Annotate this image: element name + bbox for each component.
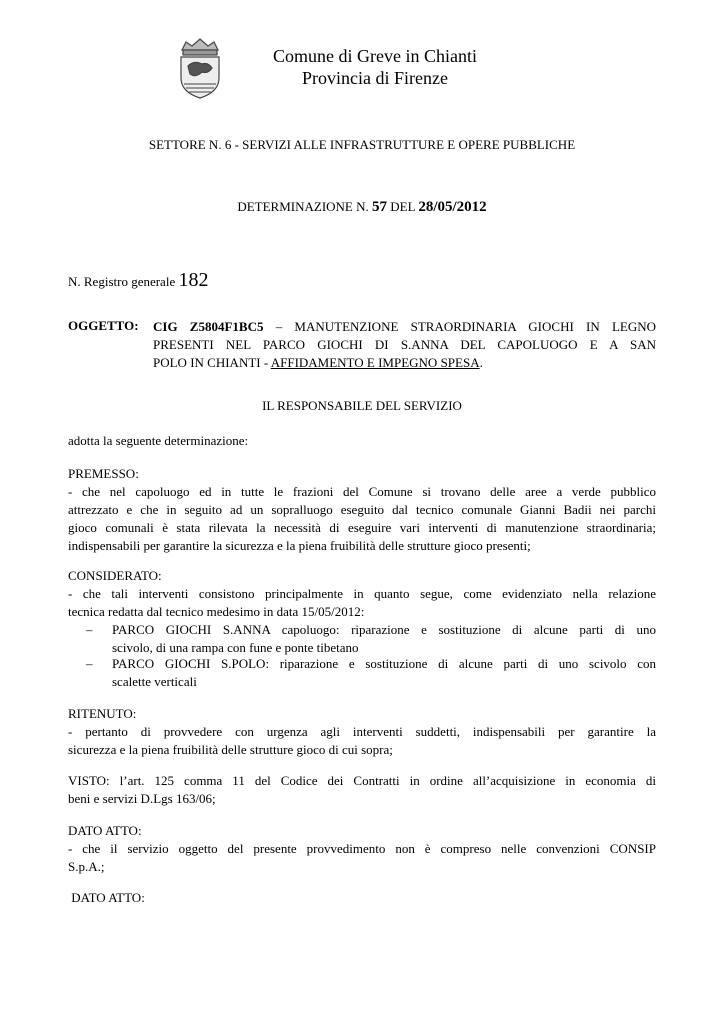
list-item: [86, 655, 656, 691]
subject-line-3-underlined: AFFIDAMENTO E IMPEGNO SPESA: [270, 355, 480, 370]
ritenuto-heading: RITENUTO:: [68, 706, 137, 721]
subject-line-3: [153, 354, 656, 372]
bullet-line: PARCO GIOCHI S.ANNA capoluogo: riparazione e sostituzione di alcune parti di uno: [112, 622, 656, 637]
bullet-line: scivolo, di una rampa con fune e ponte tibetano: [112, 640, 359, 655]
department-title: SETTORE N. 6 - SERVIZI ALLE INFRASTRUTTURE E OPERE PUBBLICHE: [148, 137, 576, 152]
subject-cig: CIG Z5804F1BC5: [153, 319, 264, 334]
determination-label: DETERMINAZIONE N.: [237, 199, 369, 214]
responsabile-title: IL RESPONSABILE DEL SERVIZIO: [262, 398, 462, 413]
premesso-line: gioco comunali è stata rilevata la necessità di eseguire vari interventi di manutenzione straordinaria;: [68, 520, 656, 535]
municipality-name: Comune di Greve in Chianti: [273, 46, 477, 66]
dato-atto-heading-2: DATO ATTO:: [68, 890, 145, 905]
register-label: N. Registro generale: [68, 274, 176, 289]
bullet-dash: –: [86, 656, 93, 671]
register-number: 182: [178, 269, 209, 291]
dato-atto-line: S.p.A.;: [68, 859, 105, 874]
subject-line-3-end: .: [479, 355, 483, 370]
ritenuto-line: sicurezza e la piena fruibilità delle strutture gioco di cui sopra;: [68, 742, 393, 757]
visto-section: [68, 772, 656, 808]
ritenuto-line: - pertanto di provvedere con urgenza agli interventi suddetti, indispensabili per garantire la: [68, 724, 656, 739]
subject-line-2: PRESENTI NEL PARCO GIOCHI DI S.ANNA DEL CAPOLUOGO E A SAN: [153, 337, 656, 352]
considerato-line: tecnica redatta dal tecnico medesimo in data 15/05/2012:: [68, 604, 365, 619]
bullet-dash: –: [86, 622, 93, 637]
ritenuto-section: [68, 705, 656, 759]
subject-line-3-start: POLO IN CHIANTI -: [153, 355, 271, 370]
premesso-line: indispensabili per garantire la sicurezza e la piena fruibilità delle strutture gioco presenti;: [68, 538, 531, 553]
determination-line: [0, 199, 724, 216]
dato-atto-section: [68, 822, 656, 876]
considerato-heading: CONSIDERATO:: [68, 568, 162, 583]
premesso-section: [68, 465, 656, 555]
subject-line-1-rest: – MANUTENZIONE STRAORDINARIA GIOCHI IN LEGNO: [263, 319, 656, 334]
bullet-line: scalette verticali: [112, 674, 197, 689]
list-item: [86, 621, 656, 657]
determination-date: 28/05/2012: [418, 199, 487, 215]
premesso-heading: PREMESSO:: [68, 466, 139, 481]
dato-atto-line: - che il servizio oggetto del presente provvedimento non è compreso nelle convenzioni CONSIP: [68, 841, 656, 856]
bullet-line: PARCO GIOCHI S.POLO: riparazione e sostituzione di alcune parti di uno scivolo con: [112, 656, 656, 671]
considerato-line: - che tali interventi consistono principalmente in quanto segue, come evidenziato nella relazione: [68, 586, 656, 601]
considerato-section: [68, 567, 656, 621]
determination-del-label: DEL: [390, 199, 416, 214]
visto-line: beni e servizi D.Lgs 163/06;: [68, 791, 216, 806]
province-name: Provincia di Firenze: [302, 68, 448, 88]
premesso-line: attrezzato e che in seguito ad un sopralluogo eseguito dal tecnico comunale Gianni Badii nei parchi: [68, 502, 656, 517]
subject-line-1: [153, 318, 656, 336]
visto-line: VISTO: l’art. 125 comma 11 del Codice dei Contratti in ordine all’acquisizione in economia di: [68, 773, 656, 788]
municipal-coat-of-arms: [174, 36, 226, 100]
general-register: [68, 269, 208, 292]
determination-number: 57: [372, 199, 388, 215]
subject-body: [153, 318, 656, 372]
dato-atto-heading: DATO ATTO:: [68, 823, 142, 838]
premesso-line: - che nel capoluogo ed in tutte le frazioni del Comune si trovano delle aree a verde pubblico: [68, 484, 656, 499]
subject-label: OGGETTO:: [68, 318, 139, 333]
adotta-line: adotta la seguente determinazione:: [68, 433, 249, 448]
